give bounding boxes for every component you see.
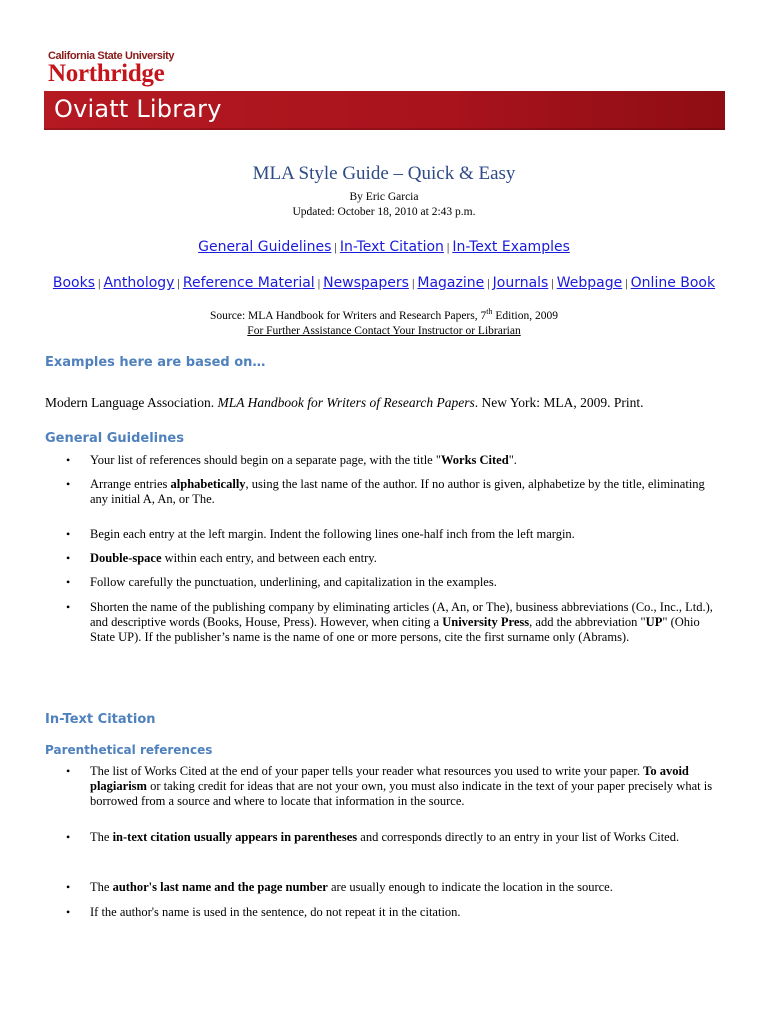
bullet-icon: •	[66, 575, 71, 589]
emphasis-text: alphabetically	[170, 477, 246, 491]
bullet-text	[90, 764, 725, 809]
bullet-item	[45, 527, 725, 542]
bullet-icon: •	[66, 551, 71, 565]
bullet-icon: •	[66, 764, 71, 778]
examples-heading: Examples here are based on…	[45, 355, 266, 370]
nav-separator: |	[317, 276, 321, 290]
nav-link-books[interactable]: Books	[52, 275, 96, 291]
library-banner	[44, 91, 725, 130]
nav-separator: |	[446, 240, 450, 254]
citation-publisher: . New York: MLA, 2009. Print.	[474, 395, 644, 410]
bullet-item	[45, 453, 725, 468]
nav-separator: |	[411, 276, 415, 290]
nav-link-webpage[interactable]: Webpage	[556, 275, 623, 291]
bullet-text	[90, 453, 725, 468]
nav-separator: |	[334, 240, 337, 254]
bullet-icon: •	[66, 905, 71, 919]
body-text: are usually enough to indicate the location in the source.	[327, 880, 613, 894]
bullet-item	[45, 575, 725, 590]
nav-link-magazine[interactable]: Magazine	[417, 275, 485, 291]
nav-link-newspapers[interactable]: Newspapers	[323, 275, 409, 291]
body-text: within each entry, and between each entry.	[161, 551, 377, 565]
general-guidelines-heading: General Guidelines	[45, 431, 184, 446]
source-superscript: th	[486, 307, 493, 317]
emphasis-text: Double-space	[90, 551, 162, 565]
contact-text: For Further Assistance Contact Your Instructor or Librarian	[247, 325, 521, 337]
bullet-icon: •	[66, 600, 71, 614]
emphasis-text: University Press	[442, 615, 530, 629]
parenthetical-references-heading: Parenthetical references	[45, 743, 213, 757]
emphasis-text: To avoid plagiarism	[90, 764, 689, 793]
bullet-text	[90, 830, 725, 845]
bullet-item	[45, 830, 725, 845]
nav-link-anthology[interactable]: Anthology	[103, 275, 175, 291]
citation-title: MLA Handbook for Writers of Research Papers	[217, 395, 475, 410]
nav-link-journals[interactable]: Journals	[492, 275, 549, 291]
nav-link-reference-material[interactable]: Reference Material	[182, 275, 315, 291]
contact-line	[0, 325, 768, 337]
nav-link-in-text-examples[interactable]: In-Text Examples	[452, 239, 570, 255]
nav-link-general-guidelines[interactable]: General Guidelines	[198, 239, 332, 255]
body-text: The	[90, 880, 113, 894]
bullet-text	[90, 551, 725, 566]
nav-separator: |	[551, 276, 554, 290]
emphasis-text: author's last name and the page number	[112, 880, 328, 894]
nav-separator: |	[487, 276, 490, 290]
bullet-icon: •	[66, 830, 71, 844]
body-text: If the author's name is used in the sentence, do not repeat it in the citation.	[90, 905, 461, 919]
in-text-citation-heading: In-Text Citation	[45, 712, 156, 727]
body-text: The list of Works Cited at the end of your paper tells your reader what resources you used to write your paper.	[90, 764, 644, 778]
updated-line: Updated: October 18, 2010 at 2:43 p.m.	[292, 206, 476, 218]
body-text: Shorten the name of the publishing company by eliminating articles (A, An, or The), business abbreviations (Co., Inc., Ltd.), and descriptive words (Books, House, Press). However, when citing a	[90, 600, 713, 629]
nav-separator: |	[98, 276, 101, 290]
logo-university-text: California State University	[48, 50, 175, 62]
nav-link-in-text-citation[interactable]: In-Text Citation	[339, 239, 444, 255]
body-text: or taking credit for ideas that are not your own, you must also indicate in the text of your paper precisely what is borrowed from a source and where to locate that information in the source.	[90, 779, 713, 808]
mla-citation	[45, 395, 643, 411]
bullet-text	[90, 600, 725, 645]
university-logo	[48, 50, 174, 86]
author-line: By Eric Garcia	[349, 191, 419, 203]
body-text: " (Ohio State UP). If the publisher’s name is the name of one or more persons, cite the first surname only (Abrams).	[90, 615, 700, 644]
bullet-icon: •	[66, 880, 71, 894]
citation-author: Modern Language Association.	[45, 395, 218, 410]
logo-campus-text: Northridge	[48, 60, 165, 87]
nav-separator: |	[625, 276, 628, 290]
emphasis-text: in-text citation usually appears in parentheses	[112, 830, 358, 844]
source-text: Source: MLA Handbook for Writers and Research Papers, 7	[210, 310, 487, 322]
body-text: Begin each entry at the left margin. Indent the following lines one-half inch from the left margin.	[90, 527, 575, 541]
body-text: Your list of references should begin on a separate page, with the title "	[90, 453, 441, 467]
body-text: Arrange entries	[90, 477, 171, 491]
bullet-item	[45, 477, 725, 507]
bullet-text	[90, 575, 725, 590]
bullet-icon: •	[66, 477, 71, 491]
section-nav	[0, 239, 768, 256]
body-text: , add the abbreviation "	[529, 615, 646, 629]
format-nav	[0, 275, 768, 292]
emphasis-text: Works Cited	[440, 453, 509, 467]
body-text: Follow carefully the punctuation, underlining, and capitalization in the examples.	[90, 575, 497, 589]
emphasis-text: UP	[645, 615, 663, 629]
nav-separator: |	[177, 276, 180, 290]
page-title: MLA Style Guide – Quick & Easy	[252, 163, 516, 184]
bullet-icon: •	[66, 453, 71, 467]
bullet-item	[45, 764, 725, 809]
body-text: , using the last name of the author. If no author is given, alphabetize by the title, eliminating any initial A, An, or The.	[90, 477, 705, 506]
source-line	[0, 307, 768, 322]
bullet-icon: •	[66, 527, 71, 541]
bullet-text	[90, 880, 725, 895]
bullet-item	[45, 880, 725, 895]
bullet-item	[45, 551, 725, 566]
bullet-item	[45, 905, 725, 920]
source-edition: Edition, 2009	[492, 310, 558, 322]
banner-library-name: Oviatt Library	[54, 95, 222, 123]
bullet-text	[90, 527, 725, 542]
nav-link-online-book[interactable]: Online Book	[630, 275, 716, 291]
body-text: and corresponds directly to an entry in your list of Works Cited.	[357, 830, 680, 844]
bullet-text	[90, 477, 725, 507]
bullet-text	[90, 905, 725, 920]
body-text: ".	[508, 453, 517, 467]
body-text: The	[90, 830, 113, 844]
bullet-item	[45, 600, 725, 645]
